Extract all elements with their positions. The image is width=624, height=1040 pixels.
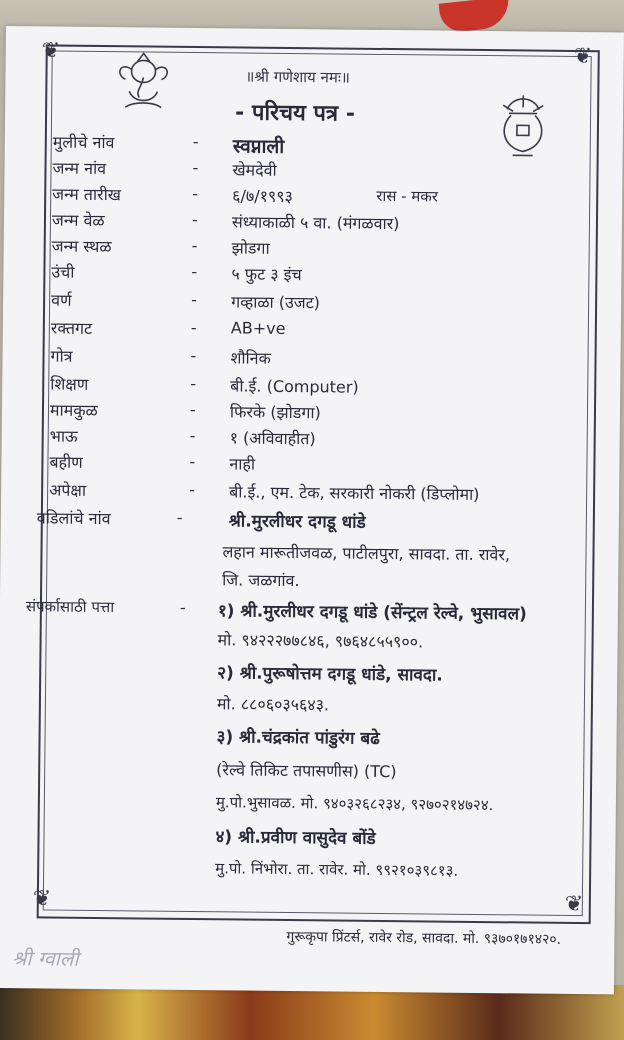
field-value: संध्याकाळी ५ वा. (मंगळवार) (231, 212, 400, 234)
rashi-value: रास - मकर (376, 186, 439, 206)
biodata-paper (0, 26, 624, 994)
field-label: अपेक्षा (49, 480, 87, 500)
corner-ornament-icon: ❦ (41, 38, 61, 64)
field-label: मुलीचे नांव (52, 132, 115, 153)
field-value: AB+ve (230, 318, 286, 338)
invocation-text: ॥श्री गणेशाय नमः॥ (245, 67, 350, 87)
field-value: श्री.मुरलीधर दगडू धांडे (228, 511, 366, 533)
contact-line: ४) श्री.प्रवीण वासुदेव बोंडे (215, 827, 376, 849)
field-label: जन्म वेळ (51, 210, 105, 231)
field-label: बहीण (49, 452, 83, 472)
field-value: ६/७/१९९३ (232, 186, 294, 207)
field-value: नाही (229, 454, 256, 474)
red-cloth (439, 0, 512, 34)
field-dash: - (191, 209, 198, 230)
field-value: शौनिक (230, 348, 271, 368)
field-dash: - (176, 507, 183, 527)
field-value: खेमदेवी (232, 160, 277, 180)
father-address-line: जि. जळगांव. (222, 570, 300, 591)
contact-label: संपर्कासाठी पत्ता (25, 597, 115, 617)
field-dash: - (189, 451, 196, 472)
field-label: वर्ण (51, 290, 72, 310)
contact-line: २) श्री.पुरूषोत्तम दगडू धांडे, सावदा. (217, 663, 443, 686)
field-value: बी.ई. (Computer) (230, 376, 359, 397)
page-title: - परिचय पत्र - (234, 100, 356, 127)
field-value: बी.ई., एम. टेक, सरकारी नोकरी (डिप्लोमा) (229, 482, 480, 504)
field-label: गोत्र (50, 346, 73, 366)
contact-line: मो. ८८०६०३५६४३. (216, 694, 330, 715)
field-dash: - (192, 131, 199, 152)
field-dash: - (190, 345, 197, 366)
field-dash: - (190, 317, 197, 338)
field-dash: - (191, 261, 198, 282)
contact-line: १) श्री.मुरलीधर दगडू धांडे (सेंन्ट्रल रेल्वे, भुसावल) (217, 601, 527, 625)
field-value: ५ फुट ३ इंच (231, 264, 302, 285)
field-value: गव्हाळा (उजट) (231, 292, 321, 313)
field-dash: - (189, 479, 196, 500)
field-label: रक्तगट (50, 318, 93, 338)
field-label: जन्म स्थळ (51, 236, 112, 257)
field-label: उंची (51, 262, 75, 282)
field-dash: - (191, 235, 198, 256)
corner-ornament-icon: ❦ (32, 886, 52, 912)
field-dash: - (189, 399, 196, 420)
field-label: जन्म नांव (52, 158, 107, 179)
printer-footer: गुरूकृपा प्रिंटर्स, रावेर रोड, सावदा. मो. ९३७०१७१४२०. (286, 928, 562, 948)
handwritten-note: श्री ग्वाली (12, 946, 79, 971)
field-dash: - (189, 425, 196, 446)
field-dash: - (190, 373, 197, 394)
corner-ornament-icon: ❦ (573, 43, 593, 70)
field-label: भाऊ (49, 426, 78, 446)
field-label: जन्म तारीख (52, 184, 121, 205)
field-label: मामकुळ (49, 400, 98, 420)
ganesha-icon (107, 51, 180, 112)
field-value: १ (अविवाहीत) (229, 428, 316, 449)
field-value: झोडगा (231, 238, 270, 258)
contact-line: (रेल्वे तिकिट तपासणीस) (TC) (216, 760, 397, 782)
field-value: फिरके (झोडगा) (229, 402, 321, 423)
field-label: शिक्षण (50, 374, 89, 394)
field-dash: - (192, 157, 199, 178)
corner-ornament-icon: ❦ (564, 891, 584, 918)
contact-line: मु.पो. निंभोरा. ता. रावेर. मो. ९९२१०३९८१३. (215, 859, 459, 880)
contact-line: ३) श्री.चंद्रकांत पांडुरंग बढे (216, 727, 380, 749)
field-dash: - (191, 289, 198, 310)
contact-dash: - (179, 597, 186, 617)
father-address-line: लहान मारूतीजवळ, पाटीलपुरा, सावदा. ता. रावेर, (222, 542, 511, 565)
field-label: वडिलांचे नांव (36, 508, 111, 529)
contact-line: मु.पो.भुसावळ. मो. ९४०३२६८२३४, ९२७०२१४७२४. (215, 793, 494, 815)
field-dash: - (192, 183, 199, 204)
contact-line: मो. ९४२२२७७८४६, ९७६४८५५९००. (217, 630, 424, 652)
field-value: स्वप्नाली (232, 135, 285, 158)
